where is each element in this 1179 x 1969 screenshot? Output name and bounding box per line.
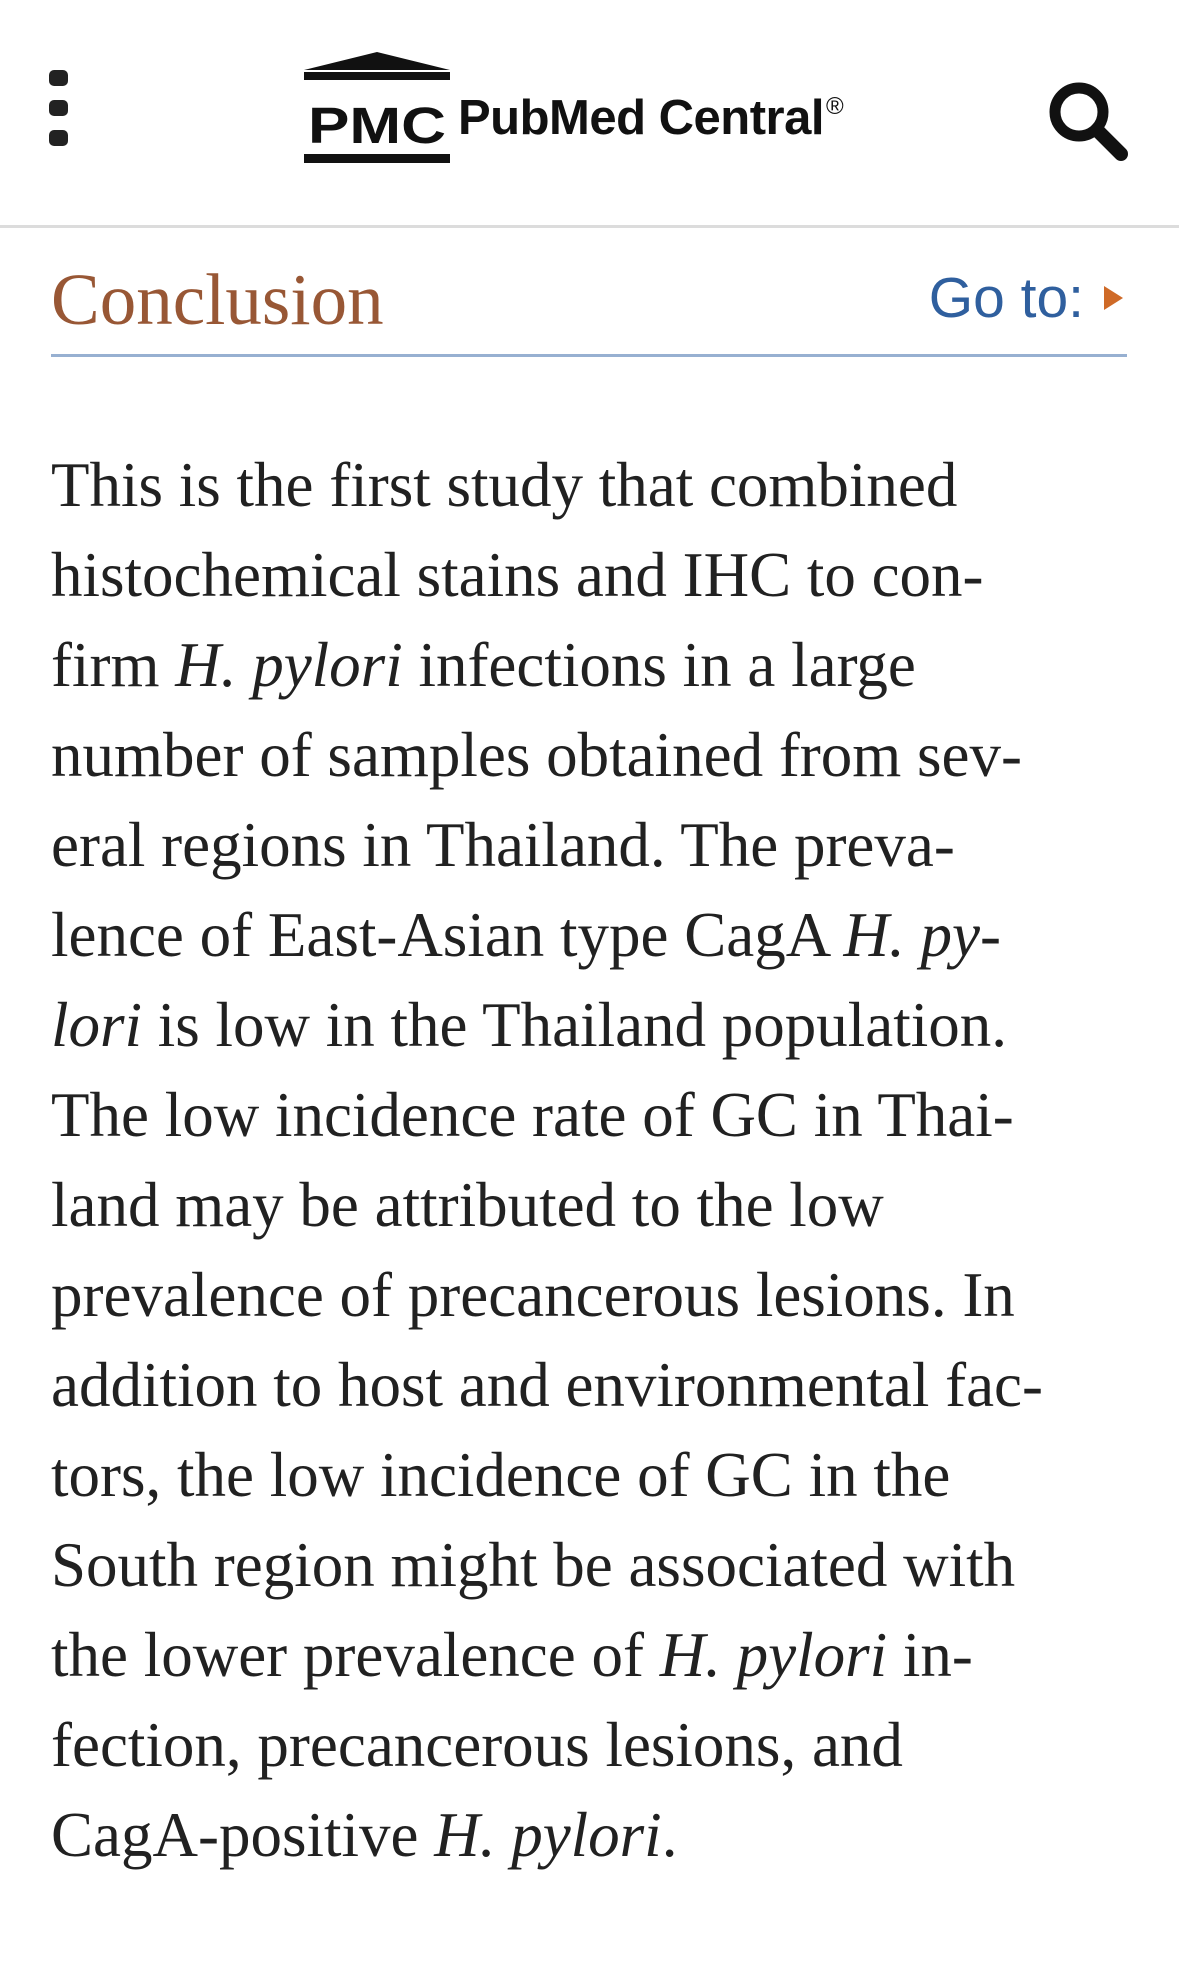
text-run: infections in a large <box>402 630 916 700</box>
text-run: South region might be associated with <box>51 1530 1016 1600</box>
search-button[interactable] <box>1045 78 1130 163</box>
paragraph-line <box>51 1070 1131 1160</box>
text-run: This is the first study that combined <box>51 450 958 520</box>
goto-menu-button[interactable] <box>929 263 1123 333</box>
text-run: in- <box>887 1620 973 1690</box>
paragraph-line <box>51 530 1131 620</box>
paragraph-line <box>51 710 1131 800</box>
paragraph-line <box>51 890 1131 980</box>
pmc-logo[interactable] <box>302 50 882 165</box>
paragraph-line <box>51 1700 1131 1790</box>
paragraph-line <box>51 1250 1131 1340</box>
text-run: number of samples obtained from sev- <box>51 720 1022 790</box>
menu-button[interactable] <box>44 70 74 146</box>
registered-mark: ® <box>825 93 844 120</box>
logo-abbr: PMC <box>308 97 446 154</box>
paragraph-line <box>51 620 1131 710</box>
species-name: lori <box>51 990 143 1060</box>
text-run: is low in the Thailand population. <box>142 990 1008 1060</box>
text-run: lence of East-Asian type CagA <box>51 900 844 970</box>
pmc-building-logo-icon <box>302 50 452 165</box>
paragraph-line <box>51 1340 1131 1430</box>
vertical-dots-icon-bottom <box>49 130 68 146</box>
species-name: H. pylori <box>434 1800 662 1870</box>
text-run: addition to host and environmental fac- <box>51 1350 1043 1420</box>
text-run: land may be attributed to the low <box>51 1170 884 1240</box>
paragraph-line <box>51 980 1131 1070</box>
triangle-right-icon <box>1104 286 1123 310</box>
conclusion-paragraph <box>51 440 1131 1880</box>
section-title: Conclusion <box>51 259 384 340</box>
text-run: prevalence of precancerous lesions. In <box>51 1260 1015 1330</box>
section-header <box>51 250 1127 357</box>
logo-name: PubMed Central <box>458 91 824 145</box>
species-name: H. py- <box>843 900 1001 970</box>
species-name: H. pylori <box>175 630 403 700</box>
logo-wordmark <box>458 90 843 146</box>
paragraph-line <box>51 1160 1131 1250</box>
text-run: firm <box>51 630 176 700</box>
text-run: CagA-positive <box>51 1800 435 1870</box>
text-run: eral regions in Thailand. The preva- <box>51 810 955 880</box>
paragraph-line <box>51 440 1131 530</box>
paragraph-line <box>51 1610 1131 1700</box>
text-run: fection, precancerous lesions, and <box>51 1710 903 1780</box>
text-run: . <box>661 1800 678 1870</box>
site-header <box>0 0 1179 228</box>
goto-label: Go to: <box>928 266 1084 330</box>
text-run: histochemical stains and IHC to con- <box>51 540 984 610</box>
paragraph-line <box>51 800 1131 890</box>
text-run: tors, the low incidence of GC in the <box>51 1440 951 1510</box>
vertical-dots-icon <box>49 70 68 86</box>
paragraph-line <box>51 1790 1131 1880</box>
vertical-dots-icon-middle <box>49 100 68 116</box>
species-name: H. pylori <box>659 1620 888 1690</box>
paragraph-line <box>51 1520 1131 1610</box>
text-run: The low incidence rate of GC in Thai- <box>51 1080 1014 1150</box>
search-icon <box>1045 78 1130 163</box>
paragraph-line <box>51 1430 1131 1520</box>
text-run: the lower prevalence of <box>51 1620 660 1690</box>
